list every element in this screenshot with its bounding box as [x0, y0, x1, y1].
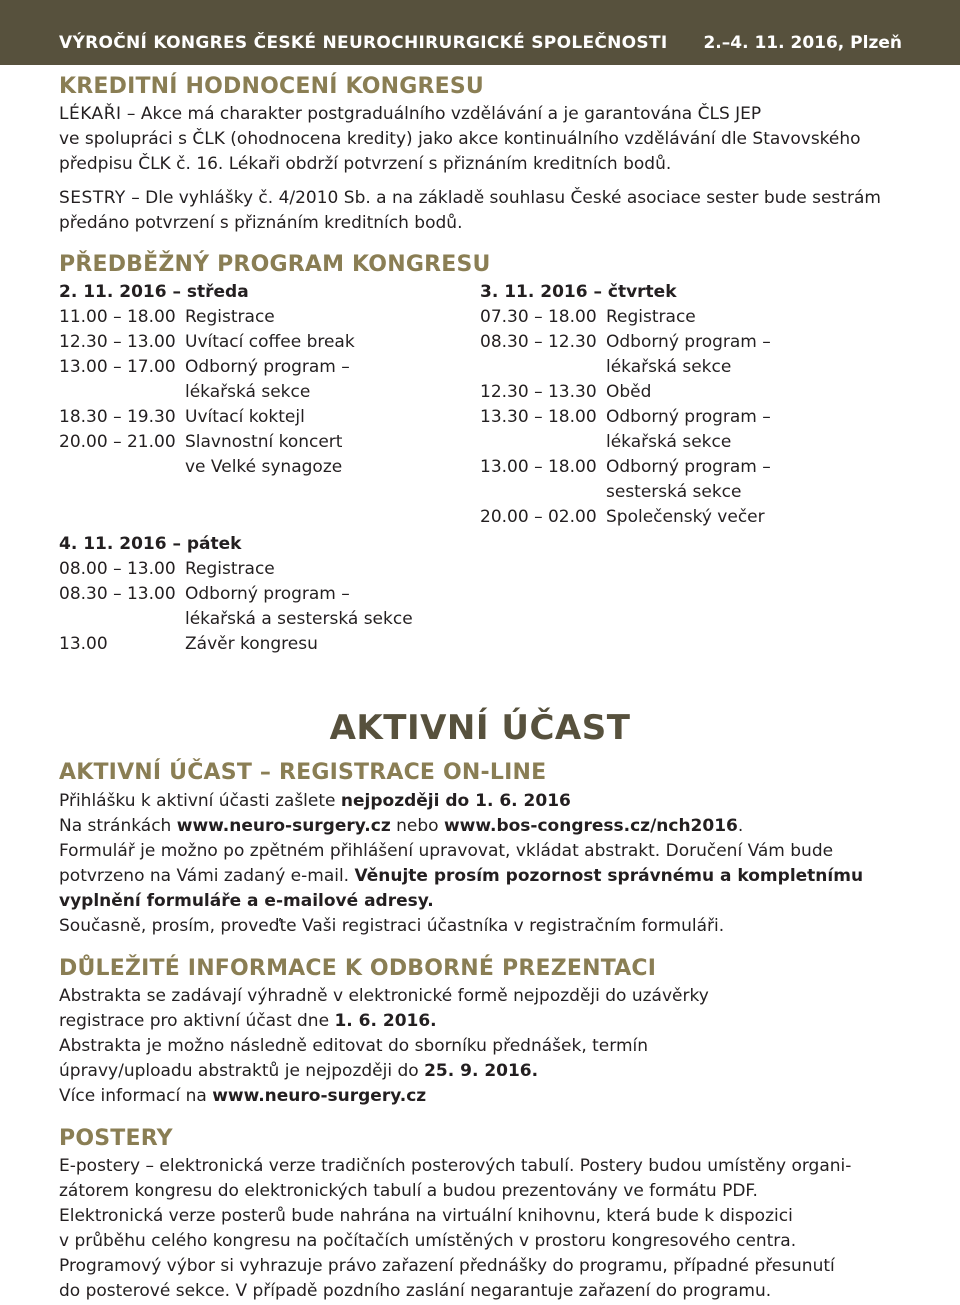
program-time: 18.30 – 19.30 — [59, 407, 176, 427]
program-description: Slavnostní koncert — [185, 432, 343, 452]
program-time: 07.30 – 18.00 — [480, 307, 597, 327]
program-time: 08.30 – 12.30 — [480, 332, 597, 352]
program-description: Odborný program – — [185, 357, 350, 377]
credits-heading: KREDITNÍ HODNOCENÍ KONGRESU — [59, 74, 484, 99]
program-row — [59, 305, 439, 330]
program-description: lékařská sekce — [185, 382, 311, 402]
program-row — [480, 455, 900, 480]
program-time: 12.30 – 13.00 — [59, 332, 176, 352]
program-time: 13.00 – 17.00 — [59, 357, 176, 377]
program-description: Odborný program – — [606, 332, 771, 352]
link-neuro-surgery[interactable]: www.neuro-surgery.cz — [176, 816, 391, 836]
program-time: 13.00 – 18.00 — [480, 457, 597, 477]
day-title: 2. 11. 2016 – středa — [59, 282, 249, 302]
link-neuro-surgery[interactable]: www.neuro-surgery.cz — [212, 1086, 427, 1106]
program-description: sesterská sekce — [606, 482, 742, 502]
program-row — [59, 632, 479, 657]
info-text: Více informací na — [59, 1086, 213, 1106]
program-description: ve Velké synagoze — [185, 457, 343, 477]
program-day-thursday — [480, 280, 900, 530]
program-row — [59, 557, 479, 582]
info-text: Abstrakta je možno následně editovat do sborníku přednášek, termín — [59, 1036, 648, 1056]
doctors-text-2: ve spolupráci s ČLK (ohodnocena kredity) jako akce kontinuálního vzdělávání dle Stavovského — [59, 129, 861, 149]
program-description: Registrace — [185, 307, 275, 327]
program-description: Uvítací coffee break — [185, 332, 355, 352]
congress-date-place: 2.–4. 11. 2016, Plzeň — [703, 33, 902, 53]
posters-heading: POSTERY — [59, 1126, 173, 1151]
info-text: Abstrakta se zadávají výhradně v elektronické formě nejpozději do uzávěrky — [59, 986, 709, 1006]
program-time: 11.00 – 18.00 — [59, 307, 176, 327]
day-title: 4. 11. 2016 – pátek — [59, 534, 242, 554]
program-time: 08.30 – 13.00 — [59, 584, 176, 604]
congress-title: VÝROČNÍ KONGRES ČESKÉ NEUROCHIRURGICKÉ SPOLEČNOSTI — [59, 33, 668, 53]
info-date: 25. 9. 2016. — [424, 1061, 539, 1081]
doctors-text-3: předpisu ČLK č. 16. Lékaři obdrží potvrzení s přiznáním kreditních bodů. — [59, 154, 672, 174]
program-row — [59, 430, 439, 455]
info-section — [59, 984, 909, 1109]
program-description: lékařská sekce — [606, 357, 732, 377]
header-bar — [0, 0, 960, 65]
program-description: Závěr kongresu — [185, 634, 318, 654]
program-row — [59, 330, 439, 355]
program-description: Registrace — [606, 307, 696, 327]
info-heading: DŮLEŽITÉ INFORMACE K ODBORNÉ PREZENTACI — [59, 956, 657, 981]
program-time: 20.00 – 02.00 — [480, 507, 597, 527]
program-description: Registrace — [185, 559, 275, 579]
doctors-label: LÉKAŘI — [59, 104, 122, 124]
program-row — [480, 305, 900, 330]
program-row — [480, 430, 900, 455]
posters-text: v průběhu celého kongresu na počítačích umístěných v prostoru kongresového centra. — [59, 1231, 797, 1251]
link-bos-congress[interactable]: www.bos-congress.cz/nch2016 — [443, 816, 738, 836]
nurses-text-1: – Dle vyhlášky č. 4/2010 Sb. a na základě souhlasu České asociace sester bude sestrám — [125, 188, 881, 208]
posters-text: Elektronická verze posterů bude nahrána na virtuální knihovnu, která bude k dispozici — [59, 1206, 793, 1226]
program-description: lékařská a sesterská sekce — [185, 609, 413, 629]
posters-section — [59, 1154, 909, 1304]
program-row — [59, 582, 479, 607]
program-row — [480, 405, 900, 430]
program-row — [59, 355, 439, 380]
reg-text: nebo — [390, 816, 444, 836]
reg-text: Na stránkách — [59, 816, 177, 836]
program-time: 12.30 – 13.30 — [480, 382, 597, 402]
program-row — [59, 380, 439, 405]
program-time: 08.00 – 13.00 — [59, 559, 176, 579]
program-heading: PŘEDBĚŽNÝ PROGRAM KONGRESU — [59, 252, 491, 277]
program-row — [59, 455, 439, 480]
program-row — [480, 505, 900, 530]
program-row — [59, 607, 479, 632]
program-description: Uvítací koktejl — [185, 407, 305, 427]
program-description: Odborný program – — [606, 457, 771, 477]
program-time: 20.00 – 21.00 — [59, 432, 176, 452]
active-participation-title: AKTIVNÍ ÚČAST — [329, 708, 631, 748]
reg-text: Přihlášku k aktivní účasti zašlete — [59, 791, 341, 811]
registration-section — [59, 789, 909, 939]
program-day-wednesday — [59, 280, 439, 480]
program-time: 13.00 — [59, 634, 108, 654]
program-day-friday — [59, 532, 479, 657]
program-description: Společenský večer — [606, 507, 765, 527]
registration-heading: AKTIVNÍ ÚČAST – REGISTRACE ON-LINE — [59, 760, 547, 785]
program-description: Odborný program – — [606, 407, 771, 427]
program-row — [480, 355, 900, 380]
info-date: 1. 6. 2016. — [334, 1011, 437, 1031]
info-text: registrace pro aktivní účast dne — [59, 1011, 335, 1031]
day-title: 3. 11. 2016 – čtvrtek — [480, 282, 677, 302]
program-row — [480, 480, 900, 505]
reg-emphasis: vyplnění formuláře a e-mailové adresy. — [59, 891, 434, 911]
program-row — [480, 380, 900, 405]
info-text: úpravy/uploadu abstraktů je nejpozději do — [59, 1061, 425, 1081]
program-description: lékařská sekce — [606, 432, 732, 452]
posters-text: zátorem kongresu do elektronických tabulí a budou prezentovány ve formátu PDF. — [59, 1181, 758, 1201]
reg-deadline: nejpozději do 1. 6. 2016 — [340, 791, 571, 811]
credits-section — [59, 102, 909, 236]
reg-text: potvrzeno na Vámi zadaný e-mail. — [59, 866, 355, 886]
program-row — [480, 330, 900, 355]
program-description: Odborný program – — [185, 584, 350, 604]
reg-text: . — [737, 816, 744, 836]
nurses-label: SESTRY — [59, 188, 126, 208]
posters-text: do posterové sekce. V případě pozdního zaslání negarantuje zařazení do programu. — [59, 1281, 772, 1301]
reg-emphasis: Věnujte prosím pozornost správnému a kompletnímu — [354, 866, 864, 886]
program-time: 13.30 – 18.00 — [480, 407, 597, 427]
posters-text: E-postery – elektronická verze tradičních posterových tabulí. Postery budou umístěny organi- — [59, 1156, 852, 1176]
reg-text: Současně, prosím, proveďte Vaši registraci účastníka v registračním formuláři. — [59, 916, 725, 936]
program-description: Oběd — [606, 382, 652, 402]
doctors-text-1: – Akce má charakter postgraduálního vzdělávání a je garantována ČLS JEP — [121, 104, 762, 124]
reg-text: Formulář je možno po zpětném přihlášení upravovat, vkládat abstrakt. Doručení Vám bude — [59, 841, 834, 861]
program-row — [59, 405, 439, 430]
nurses-text-2: předáno potvrzení s přiznáním kreditních bodů. — [59, 213, 463, 233]
posters-text: Programový výbor si vyhrazuje právo zařazení přednášky do programu, případné přesunutí — [59, 1256, 835, 1276]
